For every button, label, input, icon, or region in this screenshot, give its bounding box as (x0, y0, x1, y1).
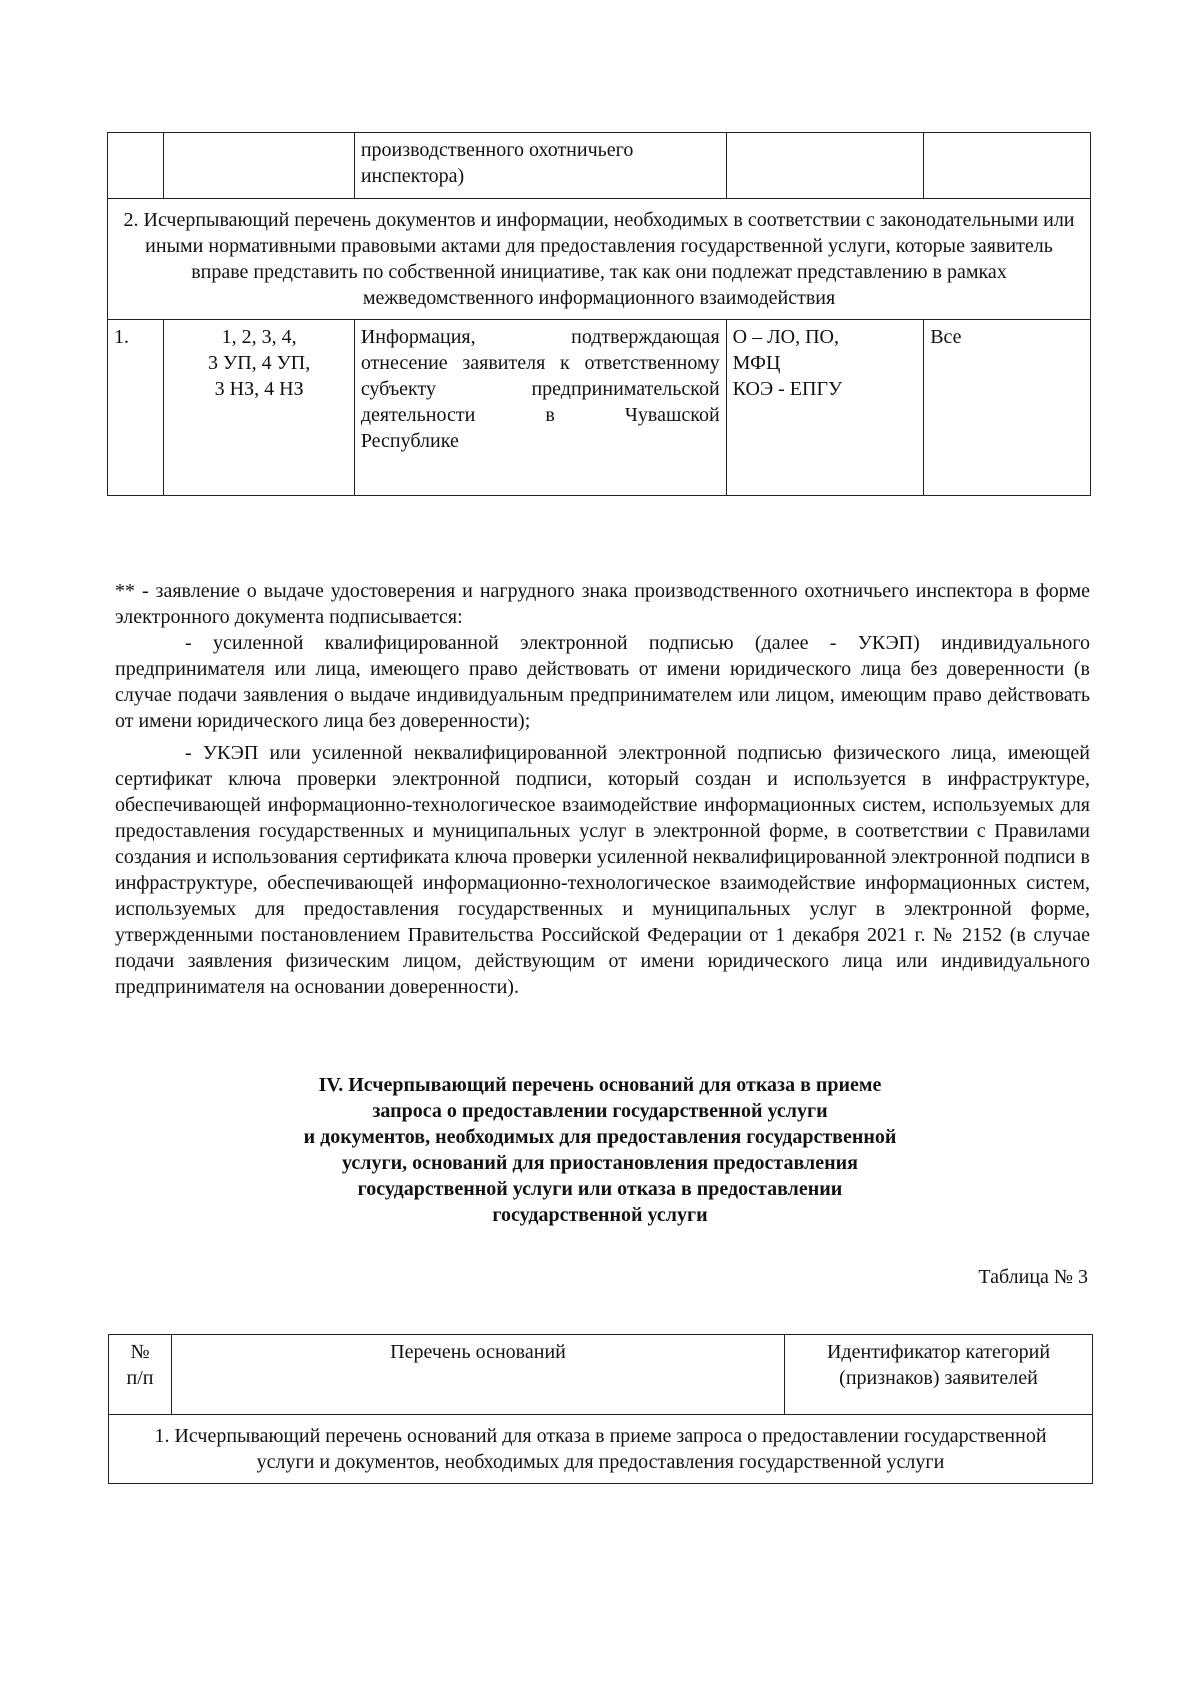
table-cell (354, 133, 726, 199)
section-title-cell (108, 199, 1091, 320)
info-text: Информация, подтверждающая отнесение заявителя к ответственному субъекту предпринимательской деятельности в Чувашской (360, 326, 720, 426)
heading-line: и документов, необходимых для предоставления государственной (303, 1126, 897, 1148)
footnote-paragraph: - УКЭП или усиленной неквалифицированной электронной подписью физического лица, имеющей сертификат ключа проверки электронной подписи, который создан и используется в инфраструктуре, обеспечивающей информационно-технологическое взаимодействие информационных систем, используемых для предоставления государственных и муниципальных услуг в электронной форме, в соответствии с Правилами создания и использования сертификата ключа проверки усиленной неквалифицированной электронной подписи в инфраструктуре, обеспечивающей информационно-технологическое взаимодействие информационных систем, используемых для предоставления государственных и муниципальных услуг в электронной форме, утвержденными постановлением Правительства Российской Федерации от 1 декабря 2021 г. № 2152 (в случае подачи заявления физическим лицом, действующим от имени юридического лица или индивидуального предпринимателя на основании доверенности). (115, 742, 1090, 998)
header-num-line: п/п (126, 1367, 154, 1389)
method-line: КОЭ - ЕПГУ (732, 378, 843, 400)
reasons-table (108, 1334, 1093, 1484)
table-row (108, 133, 1091, 199)
header-num (109, 1335, 172, 1415)
section-heading (140, 1072, 1060, 1228)
section-title: 2. Исчерпывающий перечень документов и информации, необходимых в соответствии с законодательными или иными нормативными правовыми актами для предоставления государственной услуги, которые заявитель вправе представить по собственной инициативе, так как они подлежат представлению в рамках межведомственного информационного взаимодействия (123, 209, 1075, 309)
table-header-row (109, 1335, 1093, 1415)
heading-line: услуги, оснований для приостановления предоставления (342, 1152, 858, 1174)
heading-line: IV. Исчерпывающий перечень оснований для отказа в приеме (318, 1074, 882, 1096)
header-identifier (785, 1335, 1093, 1415)
heading-line: государственной услуги или отказа в предоставлении (357, 1178, 843, 1200)
categories-line: 3 НЗ, 4 НЗ (214, 378, 304, 400)
table-cell (726, 133, 924, 199)
table-row (108, 320, 1091, 496)
header-reasons: Перечень оснований (172, 1335, 785, 1415)
header-ident-line: Идентификатор категорий (826, 1341, 1051, 1363)
header-num-line: № (130, 1341, 150, 1363)
table-cell (108, 133, 164, 199)
heading-line: запроса о предоставлении государственной услуги (372, 1100, 828, 1122)
method-line: О – ЛО, ПО, (732, 326, 839, 348)
info-text-last: Республике (360, 430, 459, 452)
table-cell (164, 133, 354, 199)
table-cell (924, 133, 1091, 199)
documents-table (107, 132, 1091, 496)
footnote-paragraph: - усиленной квалифицированной электронной подписью (далее - УКЭП) индивидуального предпринимателя или лица, имеющего право действовать от имени юридического лица без доверенности (в случае подачи заявления о выдаче индивидуальным предпринимателем или лицом, имеющим право действовать от имени юридического лица без доверенности); (115, 632, 1090, 732)
cell-text: производственного охотничьего инспектора) (360, 139, 634, 187)
table-row (108, 199, 1091, 320)
info-cell (354, 320, 726, 496)
section-title: 1. Исчерпывающий перечень оснований для отказа в приеме запроса о предоставлении государственной услуги и документов, необходимых для предоставления государственной услуги (154, 1425, 1047, 1473)
method-line: МФЦ (732, 352, 781, 374)
categories-line: 1, 2, 3, 4, (221, 326, 297, 348)
heading-line: государственной услуги (492, 1204, 708, 1226)
table-label: Таблица № 3 (978, 1266, 1088, 1288)
categories-line: 3 УП, 4 УП, (208, 352, 311, 374)
footnote-paragraph: ** - заявление о выдаче удостоверения и нагрудного знака производственного охотничьего инспектора в форме электронного документа подписывается: (115, 580, 1090, 628)
header-ident-line: (признаков) заявителей (839, 1367, 1038, 1389)
applies-cell: Все (924, 320, 1091, 496)
method-cell (726, 320, 924, 496)
row-number: 1. (108, 320, 164, 496)
table-row (109, 1415, 1093, 1484)
section-title-cell (109, 1415, 1093, 1484)
categories-cell (164, 320, 354, 496)
